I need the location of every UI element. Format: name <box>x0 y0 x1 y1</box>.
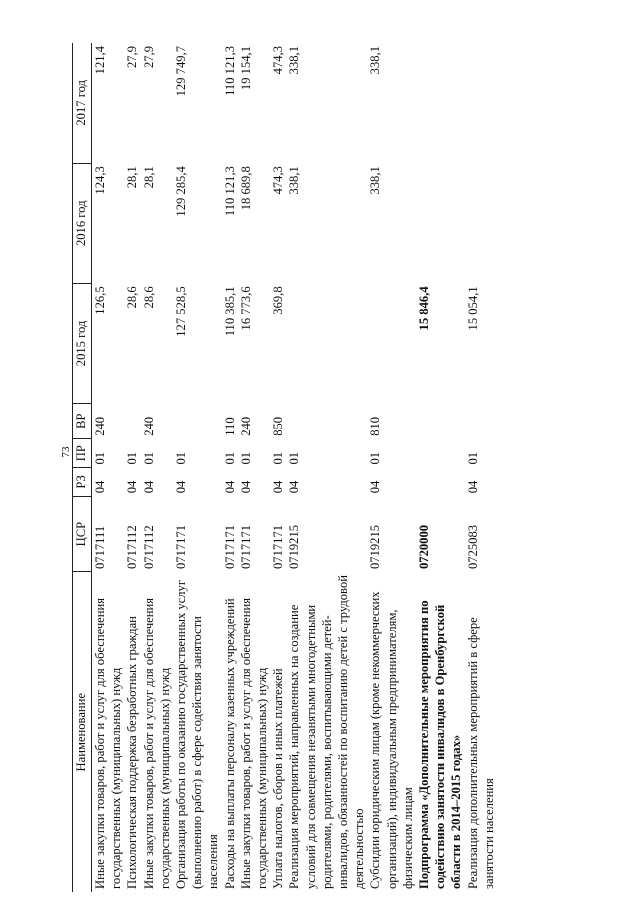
row-name: Психологическая поддержка безработных граждан <box>125 616 140 889</box>
table-body <box>92 43 498 892</box>
table-row <box>141 43 173 892</box>
table-row <box>238 43 270 892</box>
row-2016: 28,1 <box>125 166 140 189</box>
row-vr: 850 <box>271 416 286 436</box>
row-2015 <box>286 283 367 403</box>
row-2017: 338,1 <box>368 46 383 75</box>
table-row <box>270 43 286 892</box>
row-rz: 04 <box>174 480 189 494</box>
row-vr: 810 <box>368 416 383 436</box>
header-csr: ЦСР <box>73 496 92 572</box>
page-number: 73 <box>60 446 72 458</box>
row-2017 <box>465 43 497 163</box>
row-2016: 28,1 <box>141 166 156 189</box>
row-pr: 01 <box>465 451 480 465</box>
table-row <box>416 43 465 892</box>
row-vr: 110 <box>222 417 237 436</box>
row-2015: 126,5 <box>93 286 107 315</box>
row-rz: 04 <box>271 480 286 494</box>
row-2016 <box>465 163 497 283</box>
header-rz: РЗ <box>73 468 92 497</box>
row-2017 <box>416 43 465 163</box>
row-vr <box>124 404 140 439</box>
row-csr: 0717112 <box>125 525 140 569</box>
row-name: Подпрограмма «Дополнительные мероприятия по содействию занятости инвалидов в Оренбургской области в 2014–2015 годах» <box>417 600 464 889</box>
header-name: Наименование <box>73 572 92 892</box>
row-name: Субсидии юридическим лицам (кроме некоммерческих организаций), индивидуальным предпринимателям, физическим лицам <box>368 591 415 889</box>
row-csr: 0720000 <box>417 524 432 569</box>
row-csr: 0717171 <box>174 524 189 569</box>
row-2015: 110 385,1 <box>222 286 237 337</box>
row-vr <box>416 404 465 439</box>
row-pr: 01 <box>174 451 189 465</box>
budget-table-frame <box>72 43 601 892</box>
table-row <box>286 43 367 892</box>
row-pr: 01 <box>93 451 107 465</box>
budget-table <box>72 43 497 892</box>
header-2015: 2015 год <box>73 283 92 403</box>
row-2017: 19 154,1 <box>238 46 253 91</box>
row-pr: 01 <box>238 451 253 465</box>
table-row <box>367 43 416 892</box>
row-pr: 01 <box>271 451 286 465</box>
row-2017: 338,1 <box>287 46 302 75</box>
row-name: Организация работы по оказанию государственных услуг (выполнению работ) в сфере содействия занятости населения <box>174 579 221 889</box>
row-2015: 15 054,1 <box>465 286 480 331</box>
row-2016: 129 285,4 <box>174 166 189 217</box>
row-pr: 01 <box>141 451 156 465</box>
row-rz: 04 <box>93 480 107 494</box>
row-name: Реализация дополнительных мероприятий в сфере занятости населения <box>465 617 496 889</box>
row-2015: 28,6 <box>125 286 140 309</box>
row-pr: 01 <box>368 451 383 465</box>
row-vr <box>173 404 222 439</box>
row-2017: 110 121,3 <box>222 46 237 96</box>
header-2017: 2017 год <box>73 43 92 163</box>
row-2015: 16 773,6 <box>238 286 253 331</box>
row-name: Иные закупки товаров, работ и услуг для обеспечения государственных (муниципальных) нужд <box>93 597 124 889</box>
row-2016 <box>416 163 465 283</box>
row-rz: 04 <box>287 480 302 494</box>
row-csr: 0719215 <box>368 524 383 569</box>
table-row <box>124 43 140 892</box>
row-2017: 129 749,7 <box>174 46 189 97</box>
table-row <box>222 43 238 892</box>
row-vr <box>465 404 497 439</box>
row-name: Иные закупки товаров, работ и услуг для обеспечения государственных (муниципальных) нужд <box>238 597 270 889</box>
row-pr: 01 <box>125 451 140 465</box>
header-2016: 2016 год <box>73 163 92 283</box>
row-csr: 0717171 <box>238 524 253 569</box>
row-rz: 04 <box>368 480 383 494</box>
table-header-row <box>73 43 92 892</box>
row-rz <box>416 468 465 497</box>
row-2016: 338,1 <box>368 166 383 195</box>
row-2016: 124,3 <box>93 166 107 195</box>
row-rz: 04 <box>125 480 140 494</box>
row-name: Реализация мероприятий, направленных на создание условий для совмещения незанятыми многодетными родителями, родителями, воспитывающими детей-инвалидов, обязанностей по воспитанию детей с трудовой деятельностью <box>287 575 367 889</box>
row-pr: 01 <box>222 451 237 465</box>
row-2015: 28,6 <box>141 286 156 309</box>
row-2015: 127 528,5 <box>174 286 189 337</box>
row-vr: 240 <box>93 416 107 436</box>
row-2017: 27,9 <box>125 46 140 69</box>
table-row <box>92 43 125 892</box>
row-name: Иные закупки товаров, работ и услуг для обеспечения государственных (муниципальных) нужд <box>141 597 172 889</box>
row-2016: 474,3 <box>271 166 286 195</box>
table-row <box>173 43 222 892</box>
table-row <box>465 43 497 892</box>
row-name: Расходы на выплаты персоналу казенных учреждений <box>222 598 237 889</box>
row-rz: 04 <box>141 480 156 494</box>
row-csr: 0717171 <box>222 524 237 569</box>
row-vr: 240 <box>238 416 253 436</box>
row-vr: 240 <box>141 416 156 436</box>
row-csr: 0725083 <box>465 524 480 569</box>
row-2015: 369,8 <box>271 286 286 315</box>
row-2016: 18 689,8 <box>238 166 253 211</box>
row-csr: 0717111 <box>93 525 107 569</box>
row-2015 <box>367 283 416 403</box>
row-vr <box>286 404 367 439</box>
row-pr: 01 <box>287 451 302 465</box>
row-2016: 110 121,3 <box>222 166 237 217</box>
row-rz: 04 <box>238 480 253 494</box>
row-rz: 04 <box>465 480 480 494</box>
header-pr: ПР <box>73 439 92 468</box>
row-2017: 27,9 <box>141 46 156 69</box>
row-name: Уплата налогов, сборов и иных платежей <box>271 668 286 889</box>
row-rz: 04 <box>222 480 237 494</box>
row-csr: 0719215 <box>287 524 302 569</box>
row-2015: 15 846,4 <box>417 286 432 331</box>
row-2017: 121,4 <box>93 46 107 75</box>
row-csr: 0717112 <box>141 525 156 569</box>
row-csr: 0717171 <box>271 524 286 569</box>
row-2017: 474,3 <box>271 46 286 75</box>
header-vr: ВР <box>73 404 92 439</box>
row-2016: 338,1 <box>287 166 302 195</box>
row-pr <box>416 439 465 468</box>
